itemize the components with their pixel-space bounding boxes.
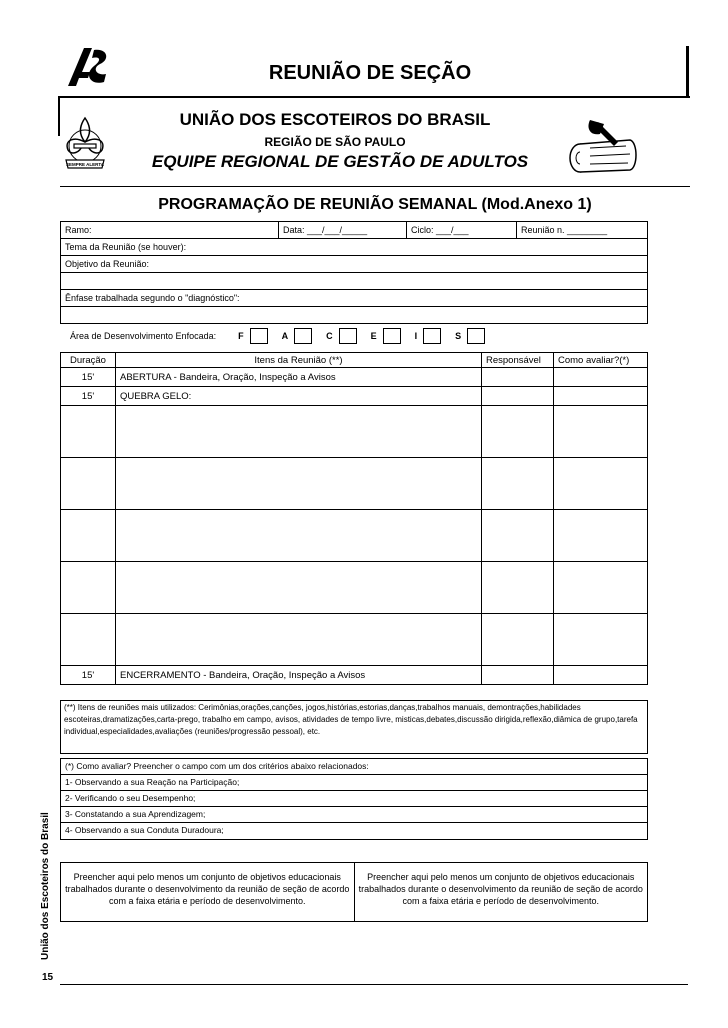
- side-text: União dos Escoteiros do Brasil: [40, 812, 51, 960]
- emblem-motto: SEMPRE ALERTA: [65, 162, 105, 167]
- evaluation-box: [60, 758, 648, 840]
- enfase-field[interactable]: Ênfase trabalhada segundo o "diagnóstico":: [61, 290, 648, 307]
- area-checkbox-f[interactable]: [250, 328, 268, 344]
- row-duration: 15': [61, 387, 116, 406]
- objectives-left[interactable]: Preencher aqui pelo menos um conjunto de objetivos educacionais trabalhados durante o desenvolvimento da reunião de seção de acordo com a faixa etária e período de desenvolvimento.: [61, 863, 355, 921]
- row-duration[interactable]: [61, 562, 116, 614]
- items-note: (**) Itens de reuniões mais utilizados: Cerimônias,orações,canções, jogos,histórias,estorias,danças,trabalhos manuais, demontrações,habilidades escoteiras,dramatizações,carta-prego, trabalho em campo, avisos, atividades de tempo livre, misticas,debates,discussão dirigida,reflexão,diâmica de grupo,tarefa individual,especialidades,avaliações (reuniões/progressão pessoal), etc.: [60, 700, 648, 754]
- ciclo-field[interactable]: Ciclo: ___/___: [407, 222, 517, 239]
- header-rule: [60, 96, 690, 98]
- objectives-right[interactable]: Preencher aqui pelo menos um conjunto de objetivos educacionais trabalhados durante o desenvolvimento da reunião de seção de acordo com a faixa etária e período de desenvolvimento.: [358, 872, 643, 906]
- scout-emblem: [58, 114, 112, 176]
- row-responsavel[interactable]: [482, 666, 554, 685]
- axe-log-icon: [560, 118, 640, 176]
- area-letter-a: A: [281, 331, 289, 341]
- header-right-bar: [686, 46, 689, 98]
- org-region: REGIÃO DE SÃO PAULO: [264, 135, 406, 149]
- page-title: REUNIÃO DE SEÇÃO: [268, 62, 472, 84]
- row-como-avaliar[interactable]: [554, 614, 648, 666]
- page-number: 15: [42, 972, 54, 983]
- row-responsavel[interactable]: [482, 406, 554, 458]
- evaluation-item: 2- Verificando o seu Desempenho;: [61, 791, 647, 807]
- row-item[interactable]: [116, 562, 482, 614]
- row-duration: 15': [61, 666, 116, 685]
- row-item[interactable]: [116, 406, 482, 458]
- org-union: UNIÃO DOS ESCOTEIROS DO BRASIL: [179, 110, 491, 129]
- ramo-field[interactable]: Ramo:: [61, 222, 279, 239]
- row-como-avaliar[interactable]: [554, 368, 648, 387]
- objectives-box: [60, 862, 648, 922]
- area-letter-i: I: [414, 331, 418, 341]
- org-rule: [60, 186, 690, 187]
- area-checkbox-e[interactable]: [383, 328, 401, 344]
- area-letter-e: E: [370, 331, 377, 341]
- row-item[interactable]: [116, 614, 482, 666]
- objetivo-field[interactable]: Objetivo da Reunião:: [61, 256, 648, 273]
- row-responsavel[interactable]: [482, 458, 554, 510]
- row-responsavel[interactable]: [482, 510, 554, 562]
- area-checkbox-c[interactable]: [339, 328, 357, 344]
- form-title: PROGRAMAÇÃO DE REUNIÃO SEMANAL (Mod.Anexo 1): [158, 196, 592, 213]
- col-como-avaliar: Como avaliar?(*): [554, 353, 648, 368]
- data-field[interactable]: Data: ___/___/_____: [279, 222, 407, 239]
- reuniao-n-field[interactable]: Reunião n. ________: [517, 222, 648, 239]
- footer-rule: [60, 984, 688, 985]
- row-como-avaliar[interactable]: [554, 562, 648, 614]
- col-responsavel: Responsável: [482, 353, 554, 368]
- enfase-blank[interactable]: [61, 307, 648, 324]
- row-responsavel[interactable]: [482, 387, 554, 406]
- row-duration[interactable]: [61, 614, 116, 666]
- area-checkbox-a[interactable]: [294, 328, 312, 344]
- row-item[interactable]: [116, 458, 482, 510]
- row-como-avaliar[interactable]: [554, 666, 648, 685]
- area-letter-s: S: [455, 331, 462, 341]
- row-item[interactable]: QUEBRA GELO:: [116, 387, 482, 406]
- area-checkbox-s[interactable]: [467, 328, 485, 344]
- row-como-avaliar[interactable]: [554, 458, 648, 510]
- org-team: EQUIPE REGIONAL DE GESTÃO DE ADULTOS: [151, 152, 529, 171]
- row-como-avaliar[interactable]: [554, 510, 648, 562]
- row-duration[interactable]: [61, 458, 116, 510]
- uEB-logo: [62, 44, 112, 90]
- objetivo-blank[interactable]: [61, 273, 648, 290]
- row-como-avaliar[interactable]: [554, 387, 648, 406]
- evaluation-item: 3- Constatando a sua Aprendizagem;: [61, 807, 647, 823]
- area-letter-f: F: [238, 331, 244, 341]
- area-letter-c: C: [326, 331, 333, 341]
- evaluation-item: 4- Observando a sua Conduta Duradoura;: [65, 825, 224, 835]
- area-row: [60, 327, 648, 345]
- row-duration[interactable]: [61, 510, 116, 562]
- tema-field[interactable]: Tema da Reunião (se houver):: [61, 239, 648, 256]
- area-checkbox-i[interactable]: [423, 328, 441, 344]
- col-itens: Itens da Reunião (**): [116, 353, 482, 368]
- row-como-avaliar[interactable]: [554, 406, 648, 458]
- items-table: [60, 352, 648, 685]
- evaluation-title: (*) Como avaliar? Preencher o campo com um dos critérios abaixo relacionados:: [61, 759, 647, 775]
- evaluation-item: 1- Observando a sua Reação na Participação;: [61, 775, 647, 791]
- row-duration: 15': [61, 368, 116, 387]
- row-item[interactable]: ABERTURA - Bandeira, Oração, Inspeção a Avisos: [116, 368, 482, 387]
- header-fields-table: [60, 221, 648, 324]
- col-duracao: Duração: [61, 353, 116, 368]
- row-responsavel[interactable]: [482, 614, 554, 666]
- row-responsavel[interactable]: [482, 562, 554, 614]
- row-duration[interactable]: [61, 406, 116, 458]
- area-label: Área de Desenvolvimento Enfocada:: [70, 331, 217, 341]
- row-responsavel[interactable]: [482, 368, 554, 387]
- row-item[interactable]: ENCERRAMENTO - Bandeira, Oração, Inspeção a Avisos: [116, 666, 482, 685]
- row-item[interactable]: [116, 510, 482, 562]
